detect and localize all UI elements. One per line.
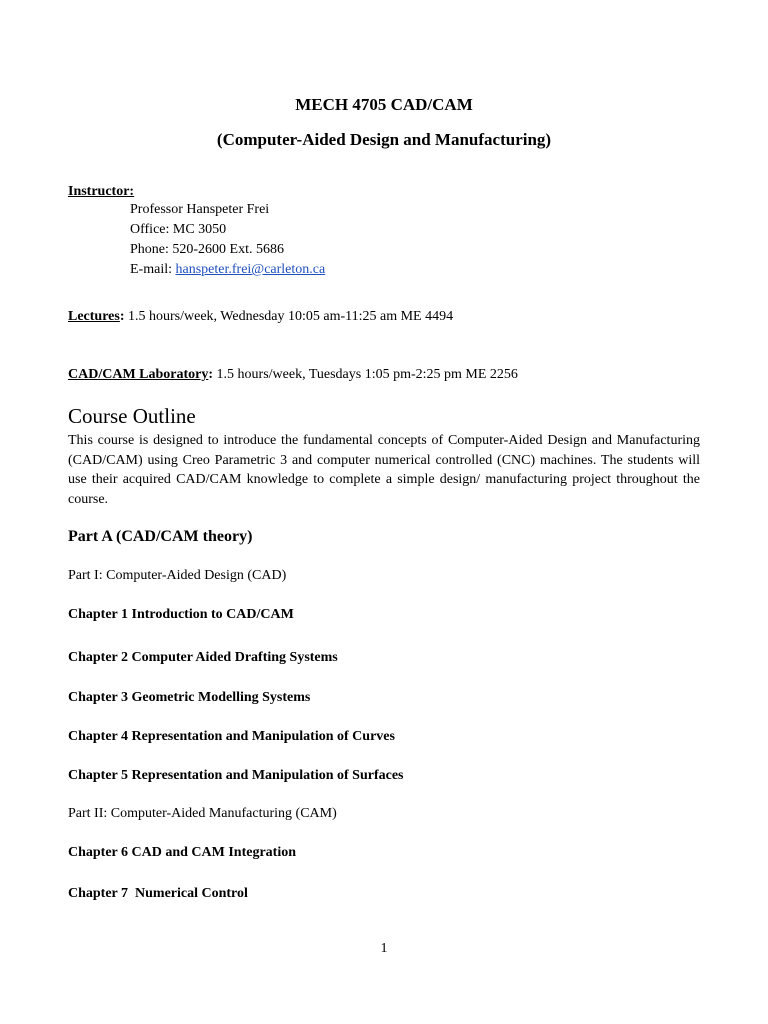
lab-colon: : [208,367,214,382]
instructor-details [130,200,325,280]
chapter-6: Chapter 6 CAD and CAM Integration [68,845,297,860]
chapter-3: Chapter 3 Geometric Modelling Systems [68,690,311,705]
chapter-2: Chapter 2 Computer Aided Drafting Systems [68,650,338,665]
email-prefix: E-mail: [130,262,176,277]
course-title: MECH 4705 CAD/CAM [295,95,473,114]
chapter-4: Chapter 4 Representation and Manipulation of Curves [68,729,395,744]
lab-label: CAD/CAM Laboratory [68,367,209,382]
chapter-7: Chapter 7 Numerical Control [68,886,248,901]
lab-line [68,365,518,385]
course-description: This course is designed to introduce the fundamental concepts of Computer-Aided Design and Manufacturing (CAD/CAM) using Creo Parametric 3 and computer numerical controlled (CNC) machines. The students will use their acquired CAD/CAM knowledge to complete a simple design/ manufacturing project throughout the course. [68,433,700,507]
part-1-heading: Part I: Computer-Aided Design (CAD) [68,568,287,583]
instructor-label-text: Instructor: [68,184,135,199]
instructor-office: Office: MC 3050 [130,222,227,237]
instructor-phone: Phone: 520-2600 Ext. 5686 [130,242,284,257]
lectures-text: 1.5 hours/week, Wednesday 10:05 am-11:25 am ME 4494 [124,309,454,324]
course-subtitle: (Computer-Aided Design and Manufacturing) [216,130,552,149]
lab-text: 1.5 hours/week, Tuesdays 1:05 pm-2:25 pm ME 2256 [213,367,518,382]
chapter-1: Chapter 1 Introduction to CAD/CAM [68,607,294,622]
course-outline-heading: Course Outline [68,404,196,428]
part-a-heading: Part A (CAD/CAM theory) [68,528,253,545]
lectures-colon: : [119,309,125,324]
part-2-heading: Part II: Computer-Aided Manufacturing (CAM) [68,806,337,821]
lectures-label: Lectures [68,309,120,324]
instructor-email-line [130,260,325,280]
lectures-line [68,307,453,327]
page-number: 1 [380,941,388,956]
chapter-5: Chapter 5 Representation and Manipulation of Surfaces [68,768,404,783]
instructor-email-link[interactable]: hanspeter.frei@carleton.ca [175,262,326,277]
instructor-name: Professor Hanspeter Frei [130,202,270,217]
instructor-label [68,182,134,202]
